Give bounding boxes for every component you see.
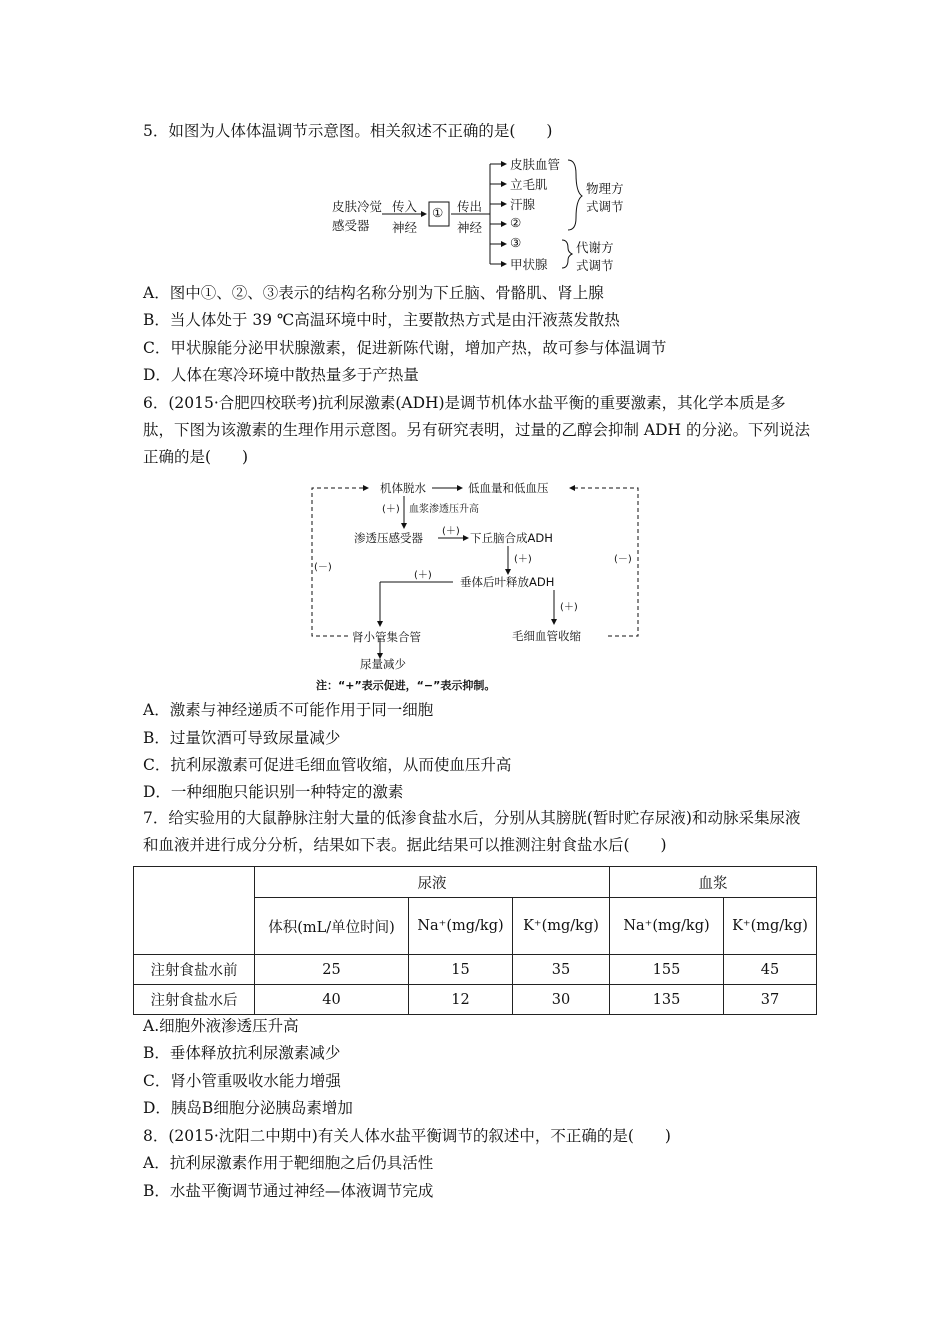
q5-receptor-line2: 感受器 <box>332 218 370 233</box>
q5-physical-line2: 式调节 <box>586 199 624 214</box>
q6-stem: 6．(2015·合肥四校联考)抗利尿激素(ADH)是调节机体水盐平衡的重要激素，其化学本质是多肽，下图为该激素的生理作用示意图。另有研究表明，过量的乙醇会抑制 ADH 的分泌。下列说法正确的是( ) <box>143 394 810 466</box>
q8-option-a: A．抗利尿激素作用于靶细胞之后仍具活性 <box>143 1154 434 1172</box>
q7-header-volume: 体积(mL/单位时间) <box>255 898 409 955</box>
q6-minus-right: (－) <box>614 554 632 565</box>
q6-minus-left: (－) <box>314 562 332 573</box>
q7-row2-label: 注射食盐水后 <box>134 985 255 1015</box>
q7-row1-value: 15 <box>409 955 513 985</box>
q7-row1-value: 25 <box>255 955 409 985</box>
q6-plus-4: (＋) <box>414 570 432 581</box>
q5-afferent-top: 传入 <box>392 199 418 214</box>
q5-option-d: D．人体在寒冷环境中散热量多于产热量 <box>143 366 419 384</box>
q5-metabolic-line1: 代谢方 <box>576 240 614 255</box>
q8-option-b: B．水盐平衡调节通过神经—体液调节完成 <box>143 1182 434 1200</box>
q6-capillary: 毛细血管收缩 <box>512 629 581 643</box>
q5-target-6: 甲状腺 <box>510 257 548 272</box>
q5-target-1: 皮肤血管 <box>510 157 561 172</box>
q7-option-c: C．肾小管重吸收水能力增强 <box>143 1072 341 1090</box>
q5-afferent-bottom: 神经 <box>392 220 418 235</box>
q6-option-a: A．激素与神经递质不可能作用于同一细胞 <box>143 701 434 719</box>
q6-osmo-rise: 血浆渗透压升高 <box>409 504 479 515</box>
q5-target-4: ② <box>510 215 522 230</box>
q7-header-urine-k: K⁺(mg/kg) <box>513 898 610 955</box>
q6-plus-5: (＋) <box>560 602 578 613</box>
q5-receptor-line1: 皮肤冷觉 <box>332 199 383 214</box>
q6-figure <box>308 476 643 694</box>
table-row <box>134 955 817 985</box>
q6-option-d: D．一种细胞只能识别一种特定的激素 <box>143 783 404 801</box>
q6-note: 注：“+”表示促进，“−”表示抑制。 <box>316 679 496 692</box>
q8-stem: 8．(2015·沈阳二中期中)有关人体水盐平衡调节的叙述中，不正确的是( ) <box>143 1127 671 1145</box>
q6-hypothalamus: 下丘脑合成ADH <box>470 531 553 545</box>
q6-low-bp: 低血量和低血压 <box>468 481 549 495</box>
q5-figure <box>330 152 630 272</box>
q7-option-b: B．垂体释放抗利尿激素减少 <box>143 1044 341 1062</box>
q6-plus-2: (＋) <box>442 526 460 537</box>
q5-physical-line1: 物理方 <box>586 181 624 196</box>
q7-row1-label: 注射食盐水前 <box>134 955 255 985</box>
q6-plus-3: (＋) <box>514 554 532 565</box>
q6-option-c: C．抗利尿激素可促进毛细血管收缩，从而使血压升高 <box>143 756 512 774</box>
q7-group-urine: 尿液 <box>255 867 610 898</box>
q7-row2-value: 12 <box>409 985 513 1015</box>
q7-stem: 7．给实验用的大鼠静脉注射大量的低渗食盐水后，分别从其膀胱(暂时贮存尿液)和动脉采集尿液和血液并进行成分分析，结果如下表。据此结果可以推测注射食盐水后( ) <box>143 809 801 854</box>
q5-stem: 5．如图为人体体温调节示意图。相关叙述不正确的是( ) <box>143 122 553 140</box>
q6-plus-1: (＋) <box>382 504 400 515</box>
q5-option-a: A．图中①、②、③表示的结构名称分别为下丘脑、骨骼肌、肾上腺 <box>143 284 604 302</box>
q5-target-3: 汗腺 <box>510 197 536 212</box>
q7-header-plasma-na: Na⁺(mg/kg) <box>610 898 724 955</box>
q7-row2-value: 37 <box>724 985 817 1015</box>
q7-group-plasma: 血浆 <box>610 867 817 898</box>
q5-target-5: ③ <box>510 235 522 250</box>
q7-row2-value: 40 <box>255 985 409 1015</box>
q5-metabolic-line2: 式调节 <box>576 258 614 273</box>
q6-pituitary: 垂体后叶释放ADH <box>460 575 555 589</box>
table-row <box>134 985 817 1015</box>
q6-kidney: 肾小管集合管 <box>352 630 421 644</box>
q7-row1-value: 155 <box>610 955 724 985</box>
q7-row2-value: 135 <box>610 985 724 1015</box>
q7-row1-value: 45 <box>724 955 817 985</box>
q6-dehydration: 机体脱水 <box>380 481 426 495</box>
q5-target-2: 立毛肌 <box>510 177 548 192</box>
q7-row1-value: 35 <box>513 955 610 985</box>
q5-option-c: C．甲状腺能分泌甲状腺激素，促进新陈代谢，增加产热，故可参与体温调节 <box>143 339 667 357</box>
q6-urine: 尿量减少 <box>360 657 406 671</box>
q6-osmoreceptor: 渗透压感受器 <box>354 531 423 545</box>
q7-corner-cell <box>134 867 255 955</box>
q7-option-a: A.细胞外液渗透压升高 <box>143 1017 299 1035</box>
q5-efferent-top: 传出 <box>457 199 483 214</box>
q7-header-plasma-k: K⁺(mg/kg) <box>724 898 817 955</box>
q7-table <box>133 866 817 1015</box>
q5-option-b: B．当人体处于 39 ℃高温环境中时，主要散热方式是由汗液蒸发散热 <box>143 311 620 329</box>
q7-header-urine-na: Na⁺(mg/kg) <box>409 898 513 955</box>
q7-option-d: D．胰岛B细胞分泌胰岛素增加 <box>143 1099 353 1117</box>
q5-center: ① <box>432 205 444 220</box>
q7-row2-value: 30 <box>513 985 610 1015</box>
q5-efferent-bottom: 神经 <box>457 220 483 235</box>
q6-option-b: B．过量饮酒可导致尿量减少 <box>143 729 341 747</box>
